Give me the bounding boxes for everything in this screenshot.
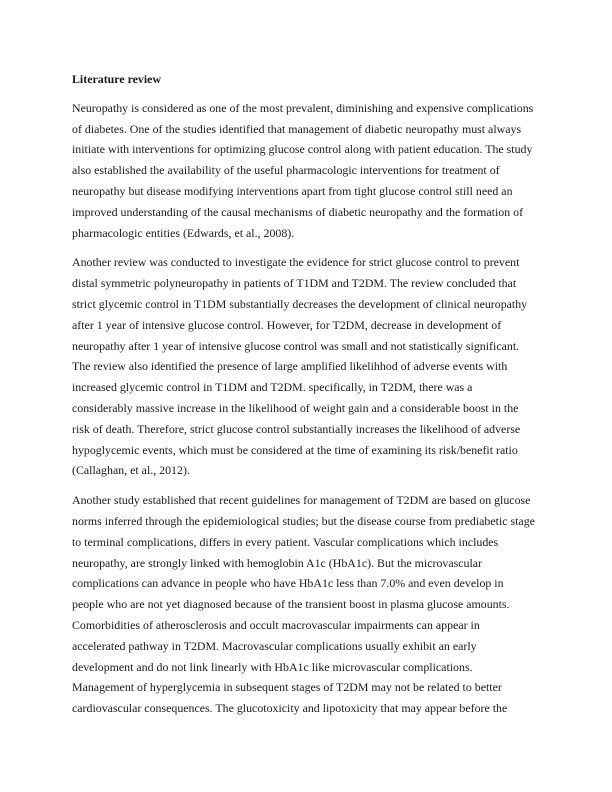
text-line: neuropathy but disease modifying interventions apart from tight glucose control still need an — [72, 183, 513, 198]
text-line: Comorbidities of atherosclerosis and occult macrovascular impairments can appear in — [72, 617, 480, 632]
text-line: strict glycemic control in T1DM substantially decreases the development of clinical neuropathy — [72, 296, 528, 311]
paragraph-1 — [72, 98, 544, 244]
text-line: initiate with interventions for optimizing glucose control along with patient education. The study — [72, 142, 533, 157]
text-line: of diabetes. One of the studies identified that management of diabetic neuropathy must always — [72, 121, 522, 136]
text-line: accelerated pathway in T2DM. Macrovascular complications usually exhibit an early — [72, 638, 477, 653]
text-line: considerably massive increase in the likelihood of weight gain and a considerable boost in the — [72, 400, 519, 415]
text-line: increased glycemic control in T1DM and T2DM. specifically, in T2DM, there was a — [72, 380, 473, 395]
text-line: neuropathy, are strongly linked with hemoglobin A1c (HbA1c). But the microvascular — [72, 555, 483, 570]
text-line: pharmacologic entities (Edwards, et al., 2008). — [72, 225, 295, 240]
paragraph-2 — [72, 252, 544, 481]
text-line: to terminal complications, differs in every patient. Vascular complications which includes — [72, 534, 499, 549]
text-line: neuropathy after 1 year of intensive glucose control was small and not statistically significant. — [72, 338, 520, 353]
text-line: Another review was conducted to investigate the evidence for strict glucose control to prevent — [72, 255, 520, 270]
text-line: risk of death. Therefore, strict glucose control substantially increases the likelihood of adverse — [72, 421, 521, 436]
text-line: Another study established that recent guidelines for management of T2DM are based on glucose — [72, 493, 531, 508]
paragraph-3 — [72, 490, 544, 719]
text-line: Neuropathy is considered as one of the most prevalent, diminishing and expensive complications — [72, 100, 534, 115]
text-line: development and do not link linearly with HbA1c like microvascular complications. — [72, 659, 473, 674]
text-line: The review also identified the presence of large amplified likelihhod of adverse events with — [72, 359, 508, 374]
text-line: distal symmetric polyneuropathy in patients of T1DM and T2DM. The review concluded that — [72, 276, 517, 291]
text-line: cardiovascular consequences. The glucotoxicity and lipotoxicity that may appear before the — [72, 701, 508, 716]
text-line: Management of hyperglycemia in subsequent stages of T2DM may not be related to better — [72, 680, 502, 695]
document-body — [72, 69, 544, 728]
text-line: improved understanding of the causal mechanisms of diabetic neuropathy and the formation of — [72, 204, 524, 219]
section-heading: Literature review — [72, 72, 162, 86]
text-line: (Callaghan, et al., 2012). — [72, 463, 190, 478]
text-line: complications can advance in people who have HbA1c less than 7.0% and even develop in — [72, 576, 504, 591]
text-line: hypoglycemic events, which must be considered at the time of examining its risk/benefit ratio — [72, 442, 518, 457]
text-line: also established the availability of the useful pharmacologic interventions for treatment of — [72, 163, 500, 178]
text-line: after 1 year of intensive glucose control. However, for T2DM, decrease in development of — [72, 317, 502, 332]
text-line: people who are not yet diagnosed because of the transient boost in plasma glucose amounts. — [72, 597, 510, 612]
text-line: norms inferred through the epidemiological studies; but the disease course from prediabetic stage — [72, 513, 535, 528]
